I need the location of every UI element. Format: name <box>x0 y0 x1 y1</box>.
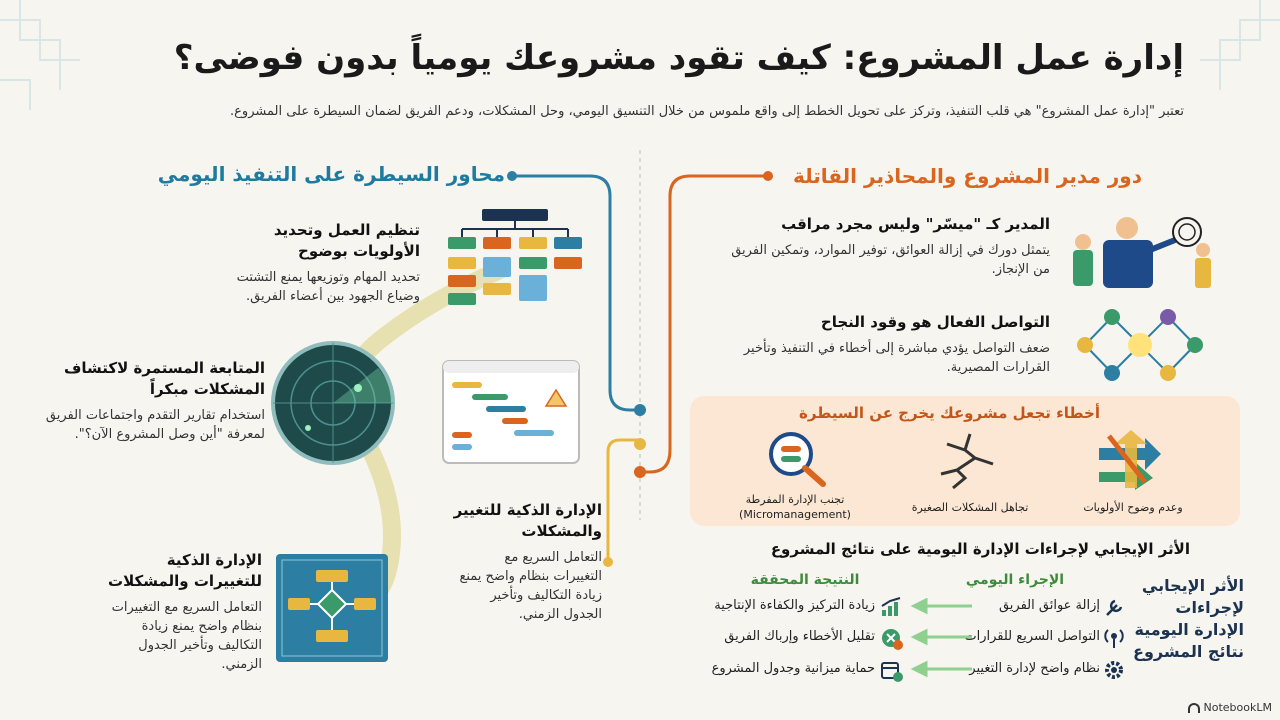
left-item-change-mgmt <box>452 500 602 624</box>
left-item-organize <box>230 220 420 306</box>
action-row-1: إزالة عوائق الفريق <box>998 598 1100 613</box>
manager-illustration-icon <box>1065 210 1225 290</box>
mistakes-title: أخطاء تجعل مشروعك يخرج عن السيطرة <box>799 404 1100 422</box>
left-section-heading: محاور السيطرة على التنفيذ اليومي <box>157 162 505 186</box>
org-chart-icon <box>440 205 590 310</box>
mistake-label-priorities: وعدم وضوح الأولويات <box>1083 501 1183 514</box>
result-row-2: تقليل الأخطاء وإرباك الفريق <box>724 629 875 644</box>
action-row-3: نظام واضح لإدارة التغيير <box>969 661 1100 676</box>
item-title: المتابعة المستمرة لاكتشاف المشكلات مبكراً <box>63 359 265 398</box>
broadcast-icon <box>1103 627 1125 649</box>
tools-icon <box>1103 597 1125 619</box>
impact-side-title: الأثر الإيجابي لإجراءات الإدارة اليومية نتائج المشروع <box>1133 576 1244 661</box>
right-section-heading: دور مدير المشروع والمحاذير القاتلة <box>792 164 1142 188</box>
right-item-communication <box>720 312 1050 377</box>
network-bulb-icon <box>1070 305 1210 385</box>
col-head-result: النتيجة المحققة <box>750 572 860 588</box>
brand-label: NotebookLM <box>1203 701 1272 714</box>
item-desc: يتمثل دورك في إزالة العوائق، توفير الموارد، وتمكين الفريق من الإنجاز. <box>731 243 1050 277</box>
col-head-action: الإجراء اليومي <box>965 572 1065 588</box>
item-title: الإدارة الذكية للتغييرات والمشكلات <box>108 551 262 590</box>
result-row-1: زيادة التركيز والكفاءة الإنتاجية <box>714 598 875 613</box>
item-title: المدير كـ "ميسّر" وليس مجرد مراقب <box>781 215 1050 233</box>
tangled-arrows-icon <box>1095 428 1165 492</box>
action-row-2: التواصل السريع للقرارات <box>964 629 1100 644</box>
gantt-chart-icon <box>442 360 580 464</box>
item-desc: تحديد المهام وتوزيعها يمنع التشتت وضياع الجهود بين أعضاء الفريق. <box>236 270 420 304</box>
impact-heading: الأثر الإيجابي لإجراءات الإدارة اليومية على نتائج المشروع <box>770 540 1190 558</box>
left-item-monitoring <box>40 358 265 444</box>
item-desc: ضعف التواصل يؤدي مباشرة إلى أخطاء في التنفيذ وتأخير القرارات المصيرية. <box>743 341 1050 375</box>
magnifier-icon <box>763 428 833 488</box>
left-item-changes-problems <box>100 550 262 674</box>
page-subtitle: تعتبر "إدارة عمل المشروع" هي قلب التنفيذ، وتركز على تحويل الخطط إلى واقع ملموس من خلال التنسيق اليومي، وحل المشكلات، ودعم الفريق لضمان السيطرة على المشروع. <box>230 104 1184 119</box>
item-title: الإدارة الذكية للتغيير والمشكلات <box>453 501 602 540</box>
mistake-label-micromanagement: تجنب الإدارة المفرطة (Micromanagement) <box>739 493 851 521</box>
growth-chart-icon <box>880 596 904 618</box>
right-item-facilitator <box>720 214 1050 279</box>
result-row-3: حماية ميزانية وجدول المشروع <box>711 661 875 676</box>
radar-icon <box>268 338 398 468</box>
item-desc: التعامل السريع مع التغييرات بنظام واضح يمنع زيادة التكاليف وتأخير الجدول الزمني. <box>111 600 262 672</box>
crack-icon <box>935 430 1005 490</box>
gear-icon <box>1103 659 1125 681</box>
brand-watermark <box>1188 701 1272 714</box>
calendar-coin-icon <box>880 659 904 683</box>
arrows-column <box>910 598 980 678</box>
mistake-label-small-problems: تجاهل المشكلات الصغيرة <box>911 501 1029 514</box>
item-desc: استخدام تقارير التقدم واجتماعات الفريق لمعرفة "أين وصل المشروع الآن؟". <box>45 408 265 442</box>
item-desc: التعامل السريع مع التغييرات بنظام واضح يمنع زيادة التكاليف وتأخير الجدول الزمني. <box>459 550 602 622</box>
item-title: التواصل الفعال هو وقود النجاح <box>820 313 1050 331</box>
notebooklm-logo-icon <box>1188 703 1200 713</box>
page-title: إدارة عمل المشروع: كيف تقود مشروعك يومياً بدون فوضى؟ <box>173 38 1184 78</box>
flowchart-blueprint-icon <box>272 548 392 668</box>
error-coin-icon <box>880 627 904 651</box>
item-title: تنظيم العمل وتحديد الأولويات بوضوح <box>273 221 420 260</box>
